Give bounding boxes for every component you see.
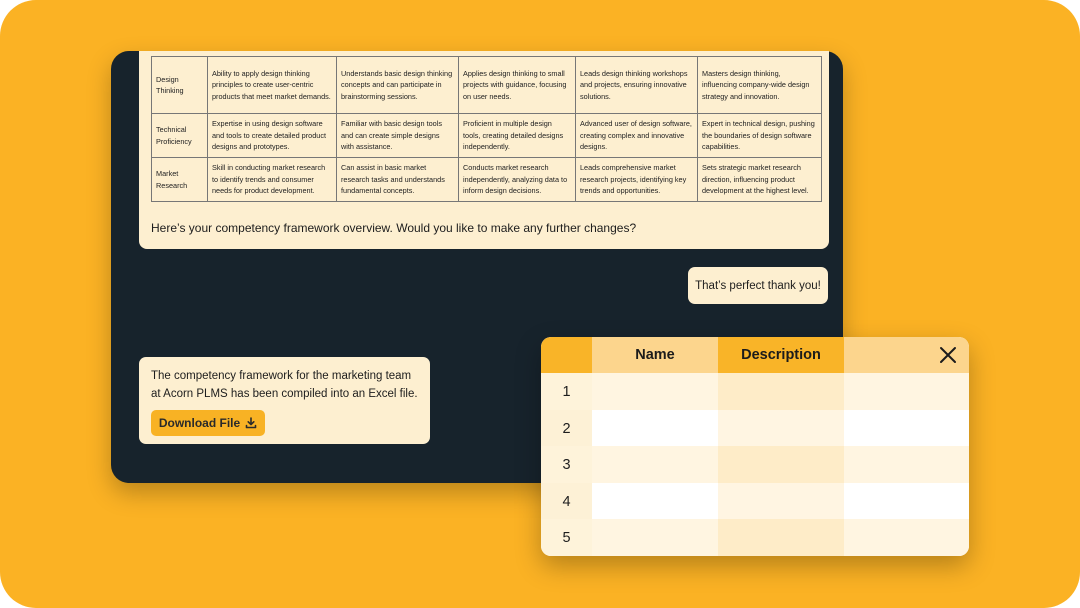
- table-cell: Can assist in basic market research tasks and understands fundamental concepts.: [337, 158, 459, 202]
- table-cell: Ability to apply design thinking principles to create user-centric products that meet market demands.: [208, 57, 337, 114]
- cell-description[interactable]: [718, 519, 844, 556]
- download-file-button[interactable]: [151, 410, 265, 436]
- spreadsheet-row: [541, 483, 969, 520]
- row-number: 4: [541, 483, 592, 520]
- cell-description[interactable]: [718, 373, 844, 410]
- cell-empty[interactable]: [844, 446, 969, 483]
- cell-name[interactable]: [592, 373, 718, 410]
- cell-empty[interactable]: [844, 410, 969, 447]
- assistant-message: [139, 357, 430, 444]
- skill-name: Technical Proficiency: [152, 114, 208, 158]
- assistant-message-table: [139, 51, 829, 249]
- spreadsheet-row: [541, 410, 969, 447]
- table-cell: Leads comprehensive market research projects, identifying key trends and opportunities.: [576, 158, 698, 202]
- spreadsheet-header: [541, 337, 969, 373]
- cell-empty[interactable]: [844, 373, 969, 410]
- table-cell: Advanced user of design software, creating complex and innovative designs.: [576, 114, 698, 158]
- cell-description[interactable]: [718, 410, 844, 447]
- close-icon[interactable]: [938, 345, 958, 365]
- cell-name[interactable]: [592, 446, 718, 483]
- header-cell-name: Name: [592, 337, 718, 373]
- row-number: 2: [541, 410, 592, 447]
- download-button-label: Download File: [158, 416, 241, 430]
- cell-empty[interactable]: [844, 483, 969, 520]
- competency-table: [151, 56, 822, 202]
- table-cell: Conducts market research independently, analyzing data to inform design decisions.: [459, 158, 576, 202]
- table-cell: Expert in technical design, pushing the boundaries of design software capabilities.: [698, 114, 822, 158]
- table-cell: Masters design thinking, influencing company-wide design strategy and innovation.: [698, 57, 822, 114]
- spreadsheet-row: [541, 519, 969, 556]
- cell-name[interactable]: [592, 410, 718, 447]
- user-message-text: That’s perfect thank you!: [695, 279, 821, 292]
- table-cell: Expertise in using design software and tools to create detailed product designs and prototypes.: [208, 114, 337, 158]
- cell-empty[interactable]: [844, 519, 969, 556]
- table-cell: Skill in conducting market research to identify trends and consumer needs for product development.: [208, 158, 337, 202]
- user-message: [688, 267, 828, 304]
- table-row: [152, 158, 822, 202]
- skill-name: Market Research: [152, 158, 208, 202]
- spreadsheet-preview: [541, 337, 969, 556]
- table-cell: Leads design thinking workshops and projects, ensuring innovative solutions.: [576, 57, 698, 114]
- assistant-message-text: Here’s your competency framework overview. Would you like to make any further changes?: [151, 221, 637, 235]
- skill-name: Design Thinking: [152, 57, 208, 114]
- table-cell: Familiar with basic design tools and can create simple designs with assistance.: [337, 114, 459, 158]
- spreadsheet-row: [541, 373, 969, 410]
- spreadsheet-row: [541, 446, 969, 483]
- table-cell: Proficient in multiple design tools, creating detailed designs independently.: [459, 114, 576, 158]
- header-cell-corner: [541, 337, 592, 373]
- table-cell: Understands basic design thinking concepts and can participate in brainstorming sessions.: [337, 57, 459, 114]
- table-cell: Applies design thinking to small projects with guidance, focusing on user needs.: [459, 57, 576, 114]
- cell-description[interactable]: [718, 446, 844, 483]
- header-cell-description: Description: [718, 337, 844, 373]
- row-number: 5: [541, 519, 592, 556]
- download-icon: [245, 417, 257, 429]
- cell-description[interactable]: [718, 483, 844, 520]
- row-number: 1: [541, 373, 592, 410]
- row-number: 3: [541, 446, 592, 483]
- assistant-message-text: The competency framework for the marketing team at Acorn PLMS has been compiled into an Excel file.: [151, 370, 418, 400]
- cell-name[interactable]: [592, 483, 718, 520]
- table-row: [152, 114, 822, 158]
- table-cell: Sets strategic market research direction, influencing product development at the highest level.: [698, 158, 822, 202]
- cell-name[interactable]: [592, 519, 718, 556]
- table-row: [152, 57, 822, 114]
